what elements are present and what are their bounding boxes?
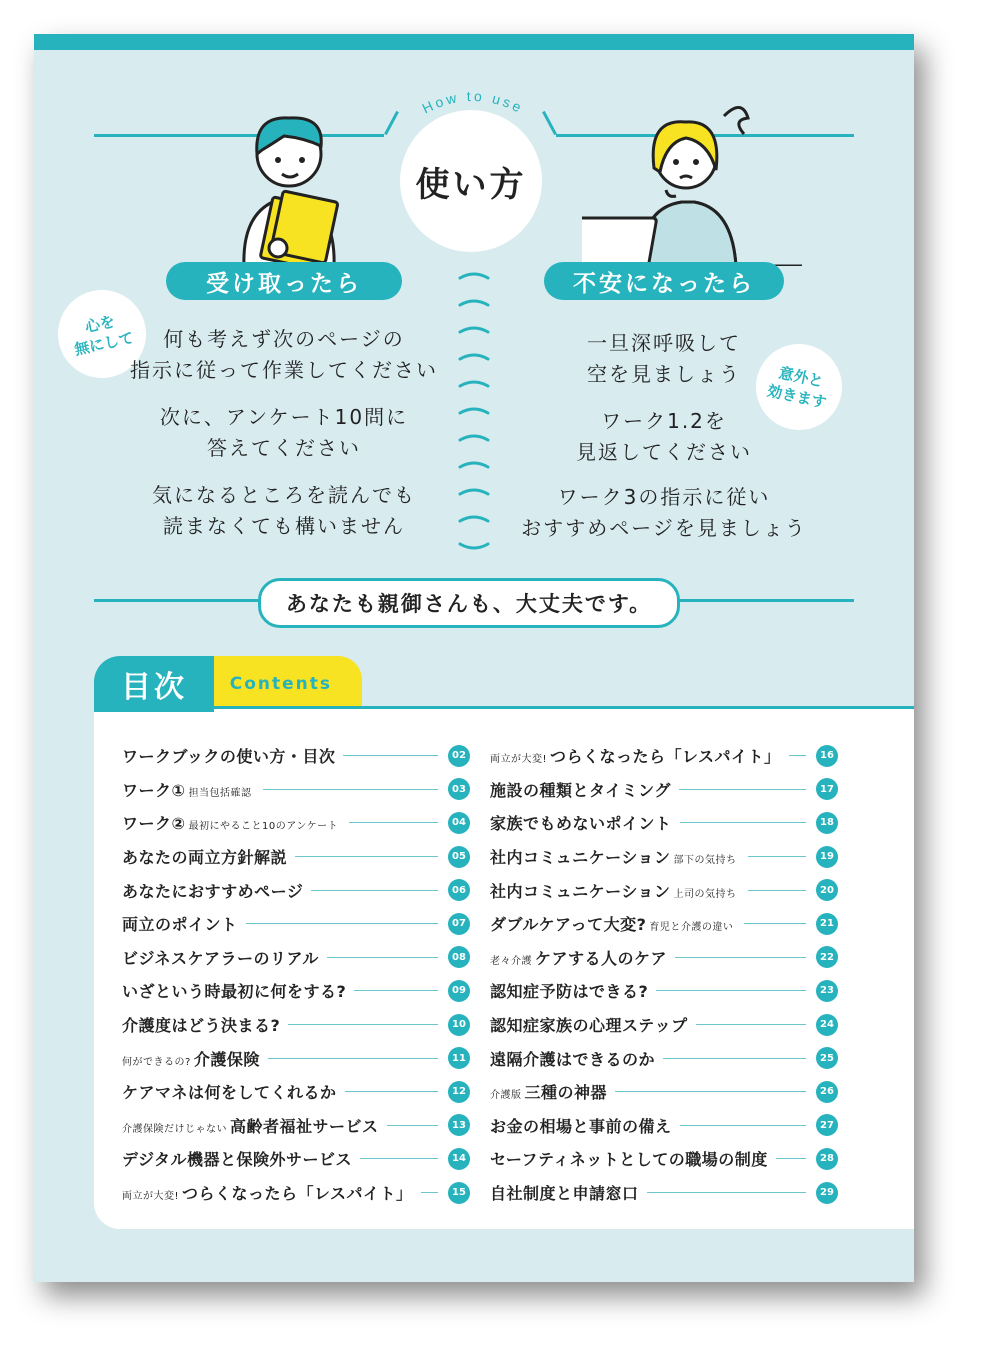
toc-entry-main: 介護保険 — [193, 1049, 260, 1069]
toc-entry-main: あなたにおすすめページ — [122, 881, 304, 901]
toc-entry-title — [122, 778, 255, 801]
right-instruction-1: 一旦深呼吸して 空を見ましょう — [587, 331, 741, 386]
man-with-folder-illustration — [214, 98, 364, 266]
toc-entry[interactable] — [490, 1075, 838, 1109]
toc-entry-title — [490, 1114, 672, 1137]
toc-leader-line — [748, 890, 806, 891]
toc-entry[interactable] — [490, 1109, 838, 1143]
toc-entry-main: 社内コミュニケーション — [490, 881, 671, 901]
toc-entry[interactable] — [122, 1041, 470, 1075]
toc-page-number: 22 — [816, 946, 838, 968]
toc-leader-line — [360, 1158, 438, 1159]
toc-page-number: 15 — [448, 1182, 470, 1204]
page-title: 使い方 — [400, 110, 542, 252]
left-instruction-3: 気になるところを読んでも 読まなくても構いません — [152, 483, 416, 538]
toc-entry-prefix: 両立が大変! — [490, 754, 548, 766]
toc-entry-title — [122, 979, 346, 1002]
toc-entry-main: お金の相場と事前の備え — [490, 1116, 672, 1136]
left-instruction-1: 何も考えず次のページの 指示に従って作業してください — [130, 327, 438, 382]
toc-entry-title — [122, 845, 287, 868]
right-instruction-3: ワーク3の指示に従い おすすめページを見ましょう — [521, 485, 807, 540]
toc-page-number: 21 — [816, 913, 838, 935]
toc-entry[interactable] — [490, 1041, 838, 1075]
toc-leader-line — [696, 1024, 806, 1025]
toc-page-number: 08 — [448, 946, 470, 968]
toc-entry-main: あなたの両立方針解説 — [122, 848, 288, 868]
toc-entry-subtitle: 上司の気持ち — [673, 888, 737, 900]
toc-entry[interactable] — [490, 907, 838, 941]
toc-entry[interactable] — [490, 941, 838, 975]
toc-entry[interactable] — [490, 739, 838, 773]
slogan-banner: あなたも親御さんも、大丈夫です。 — [258, 578, 680, 628]
note-left-circle: 心を 無にして — [50, 282, 154, 386]
anxious-pill: 不安になったら — [544, 262, 784, 300]
toc-entry-title — [122, 912, 238, 935]
toc-leader-line — [663, 1058, 806, 1059]
toc-entry-main: 家族でもめないポイント — [490, 814, 672, 834]
toc-entry-main: つらくなったら「レスパイト」 — [182, 1184, 413, 1204]
toc-entry-title — [490, 946, 667, 969]
toc-entry[interactable] — [122, 840, 470, 874]
toc-leader-line — [615, 1091, 806, 1092]
toc-right-column — [490, 739, 838, 1209]
toc-entry-title — [122, 811, 341, 834]
toc-entry-title — [490, 845, 740, 868]
toc-entry[interactable] — [122, 1075, 470, 1109]
toc-entry-main: 介護度はどう決まる? — [122, 1016, 281, 1036]
toc-page-number: 20 — [816, 879, 838, 901]
toc-entry[interactable] — [490, 806, 838, 840]
toc-leader-line — [776, 1158, 806, 1159]
toc-entry-subtitle: 最初にやること10のアンケート — [188, 821, 339, 833]
toc-entry[interactable] — [122, 1109, 470, 1143]
toc-page-number: 24 — [816, 1014, 838, 1036]
toc-page-number: 14 — [448, 1148, 470, 1170]
toc-entry-title — [490, 1013, 688, 1036]
toc-leader-line — [744, 923, 806, 924]
table-of-contents — [94, 706, 914, 1229]
toc-entry[interactable] — [490, 1142, 838, 1176]
toc-leader-line — [679, 789, 806, 790]
toc-leader-line — [675, 957, 806, 958]
toc-entry[interactable] — [122, 739, 470, 773]
toc-entry-main: デジタル機器と保険外サービス — [122, 1150, 353, 1170]
toc-entry-main: 施設の種類とタイミング — [490, 780, 671, 800]
toc-page-number: 12 — [448, 1081, 470, 1103]
right-instruction-2: ワーク1.2を 見返してください — [576, 409, 752, 464]
toc-entry-main: 自社制度と申請窓口 — [490, 1184, 639, 1204]
toc-entry-prefix: 介護保険だけじゃない — [122, 1123, 227, 1135]
toc-entry-main: 三種の神器 — [524, 1083, 608, 1103]
toc-entry-main: 認知症予防はできる? — [490, 982, 649, 1002]
toc-page-number: 18 — [816, 812, 838, 834]
toc-leader-line — [680, 822, 806, 823]
toc-entry[interactable] — [122, 873, 470, 907]
toc-leader-line — [680, 1125, 806, 1126]
toc-entry-title — [490, 1147, 768, 1170]
toc-entry-title — [490, 1080, 607, 1103]
toc-entry[interactable] — [490, 1176, 838, 1210]
toc-entry-subtitle: 部下の気持ち — [673, 855, 737, 867]
toc-page-number: 06 — [448, 879, 470, 901]
toc-entry-main: 認知症家族の心理ステップ — [490, 1016, 688, 1036]
toc-page-number: 10 — [448, 1014, 470, 1036]
toc-leader-line — [327, 957, 438, 958]
toc-left-column — [122, 739, 470, 1209]
toc-leader-line — [263, 789, 438, 790]
toc-leader-line — [268, 1058, 438, 1059]
toc-entry-title — [122, 1114, 379, 1137]
toc-entry-title — [490, 811, 672, 834]
toc-entry[interactable] — [490, 974, 838, 1008]
toc-leader-line — [288, 1024, 438, 1025]
toc-page-number: 05 — [448, 846, 470, 868]
toc-page-number: 26 — [816, 1081, 838, 1103]
worried-woman-illustration — [582, 98, 802, 266]
toc-leader-line — [246, 923, 438, 924]
toc-page-number: 03 — [448, 778, 470, 800]
left-instruction-2: 次に、アンケート10問に 答えてください — [159, 405, 409, 460]
toc-page-number: 02 — [448, 745, 470, 767]
toc-entry-title — [490, 744, 781, 767]
toc-entry-main: ワークブックの使い方・目次 — [122, 747, 336, 767]
toc-entry-prefix: 介護版 — [490, 1090, 522, 1102]
note-right-circle: 意外と 効きます — [748, 336, 850, 438]
toc-entry-title — [122, 879, 303, 902]
top-accent-bar — [34, 34, 914, 50]
toc-entry-subtitle: 育児と介護の違い — [649, 922, 734, 934]
toc-entry-prefix: 両立が大変! — [122, 1191, 180, 1203]
toc-page-number: 28 — [816, 1148, 838, 1170]
toc-leader-line — [295, 856, 438, 857]
toc-entry-main: ケアする人のケア — [535, 948, 668, 968]
contents-label-tab: Contents — [184, 656, 362, 712]
toc-page-number: 04 — [448, 812, 470, 834]
toc-page-number: 19 — [816, 846, 838, 868]
toc-page-number: 23 — [816, 980, 838, 1002]
toc-entry-title — [122, 1080, 337, 1103]
toc-entry-title — [122, 1181, 413, 1204]
toc-entry[interactable] — [490, 773, 838, 807]
spiral-binding — [454, 270, 494, 550]
toc-page-number: 13 — [448, 1114, 470, 1136]
toc-entry-title — [490, 979, 648, 1002]
toc-entry-main: つらくなったら「レスパイト」 — [550, 747, 781, 767]
toc-entry-title — [122, 946, 319, 969]
toc-entry-title — [122, 744, 335, 767]
toc-leader-line — [647, 1192, 806, 1193]
toc-page-number: 09 — [448, 980, 470, 1002]
toc-leader-line — [789, 755, 806, 756]
toc-entry[interactable] — [122, 1176, 470, 1210]
toc-entry-title — [122, 1047, 260, 1070]
toc-entry[interactable] — [122, 941, 470, 975]
toc-entry-title — [122, 1013, 280, 1036]
toc-entry-title — [490, 778, 671, 801]
toc-title-tab: 目次 — [94, 656, 214, 712]
toc-entry-title — [490, 879, 740, 902]
toc-entry[interactable] — [490, 840, 838, 874]
toc-leader-line — [354, 990, 438, 991]
toc-leader-line — [343, 755, 438, 756]
toc-leader-line — [311, 890, 438, 891]
toc-entry-main: 両立のポイント — [122, 915, 238, 935]
toc-entry-main: ワーク② — [122, 814, 186, 834]
header-line-right-tick — [542, 111, 557, 135]
toc-entry-subtitle: 担当包括確認 — [188, 787, 252, 799]
toc-entry-main: 社内コミュニケーション — [490, 848, 671, 868]
toc-page-number: 17 — [816, 778, 838, 800]
toc-entry-title — [122, 1147, 352, 1170]
toc-page-number: 07 — [448, 913, 470, 935]
toc-entry[interactable] — [490, 1008, 838, 1042]
workbook-page — [34, 34, 914, 1282]
toc-entry-prefix: 何ができるの? — [122, 1056, 191, 1068]
toc-entry-main: ケアマネは何をしてくれるか — [122, 1083, 337, 1103]
toc-entry-title — [490, 1181, 639, 1204]
how-to-use-text: How to use — [419, 88, 527, 117]
toc-entry-title — [490, 912, 736, 935]
toc-page-number: 16 — [816, 745, 838, 767]
header-line-left-tick — [384, 111, 399, 135]
toc-page-number: 27 — [816, 1114, 838, 1136]
toc-entry-title — [490, 1047, 655, 1070]
toc-page-number: 25 — [816, 1047, 838, 1069]
toc-entry[interactable] — [490, 873, 838, 907]
toc-leader-line — [349, 822, 438, 823]
toc-entry-main: セーフティネットとしての職場の制度 — [490, 1150, 768, 1170]
toc-entry-main: 遠隔介護はできるのか — [490, 1049, 656, 1069]
toc-entry[interactable] — [122, 1142, 470, 1176]
toc-entry-prefix: 老々介護 — [490, 955, 532, 967]
toc-entry-main: 高齢者福祉サービス — [230, 1116, 379, 1136]
toc-entry-main: いざという時最初に何をする? — [122, 982, 347, 1002]
toc-entry[interactable] — [122, 907, 470, 941]
toc-page-number: 11 — [448, 1047, 470, 1069]
toc-page-number: 29 — [816, 1182, 838, 1204]
toc-entry[interactable] — [122, 974, 470, 1008]
toc-leader-line — [387, 1125, 438, 1126]
toc-leader-line — [748, 856, 806, 857]
toc-entry[interactable] — [122, 806, 470, 840]
toc-leader-line — [421, 1192, 438, 1193]
toc-entry[interactable] — [122, 1008, 470, 1042]
toc-entry-main: ダブルケアって大変? — [490, 915, 647, 935]
toc-leader-line — [345, 1091, 438, 1092]
toc-entry[interactable] — [122, 773, 470, 807]
toc-leader-line — [656, 990, 806, 991]
toc-entry-main: ビジネスケアラーのリアル — [122, 948, 319, 968]
toc-entry-main: ワーク① — [122, 780, 186, 800]
received-pill: 受け取ったら — [166, 262, 402, 300]
